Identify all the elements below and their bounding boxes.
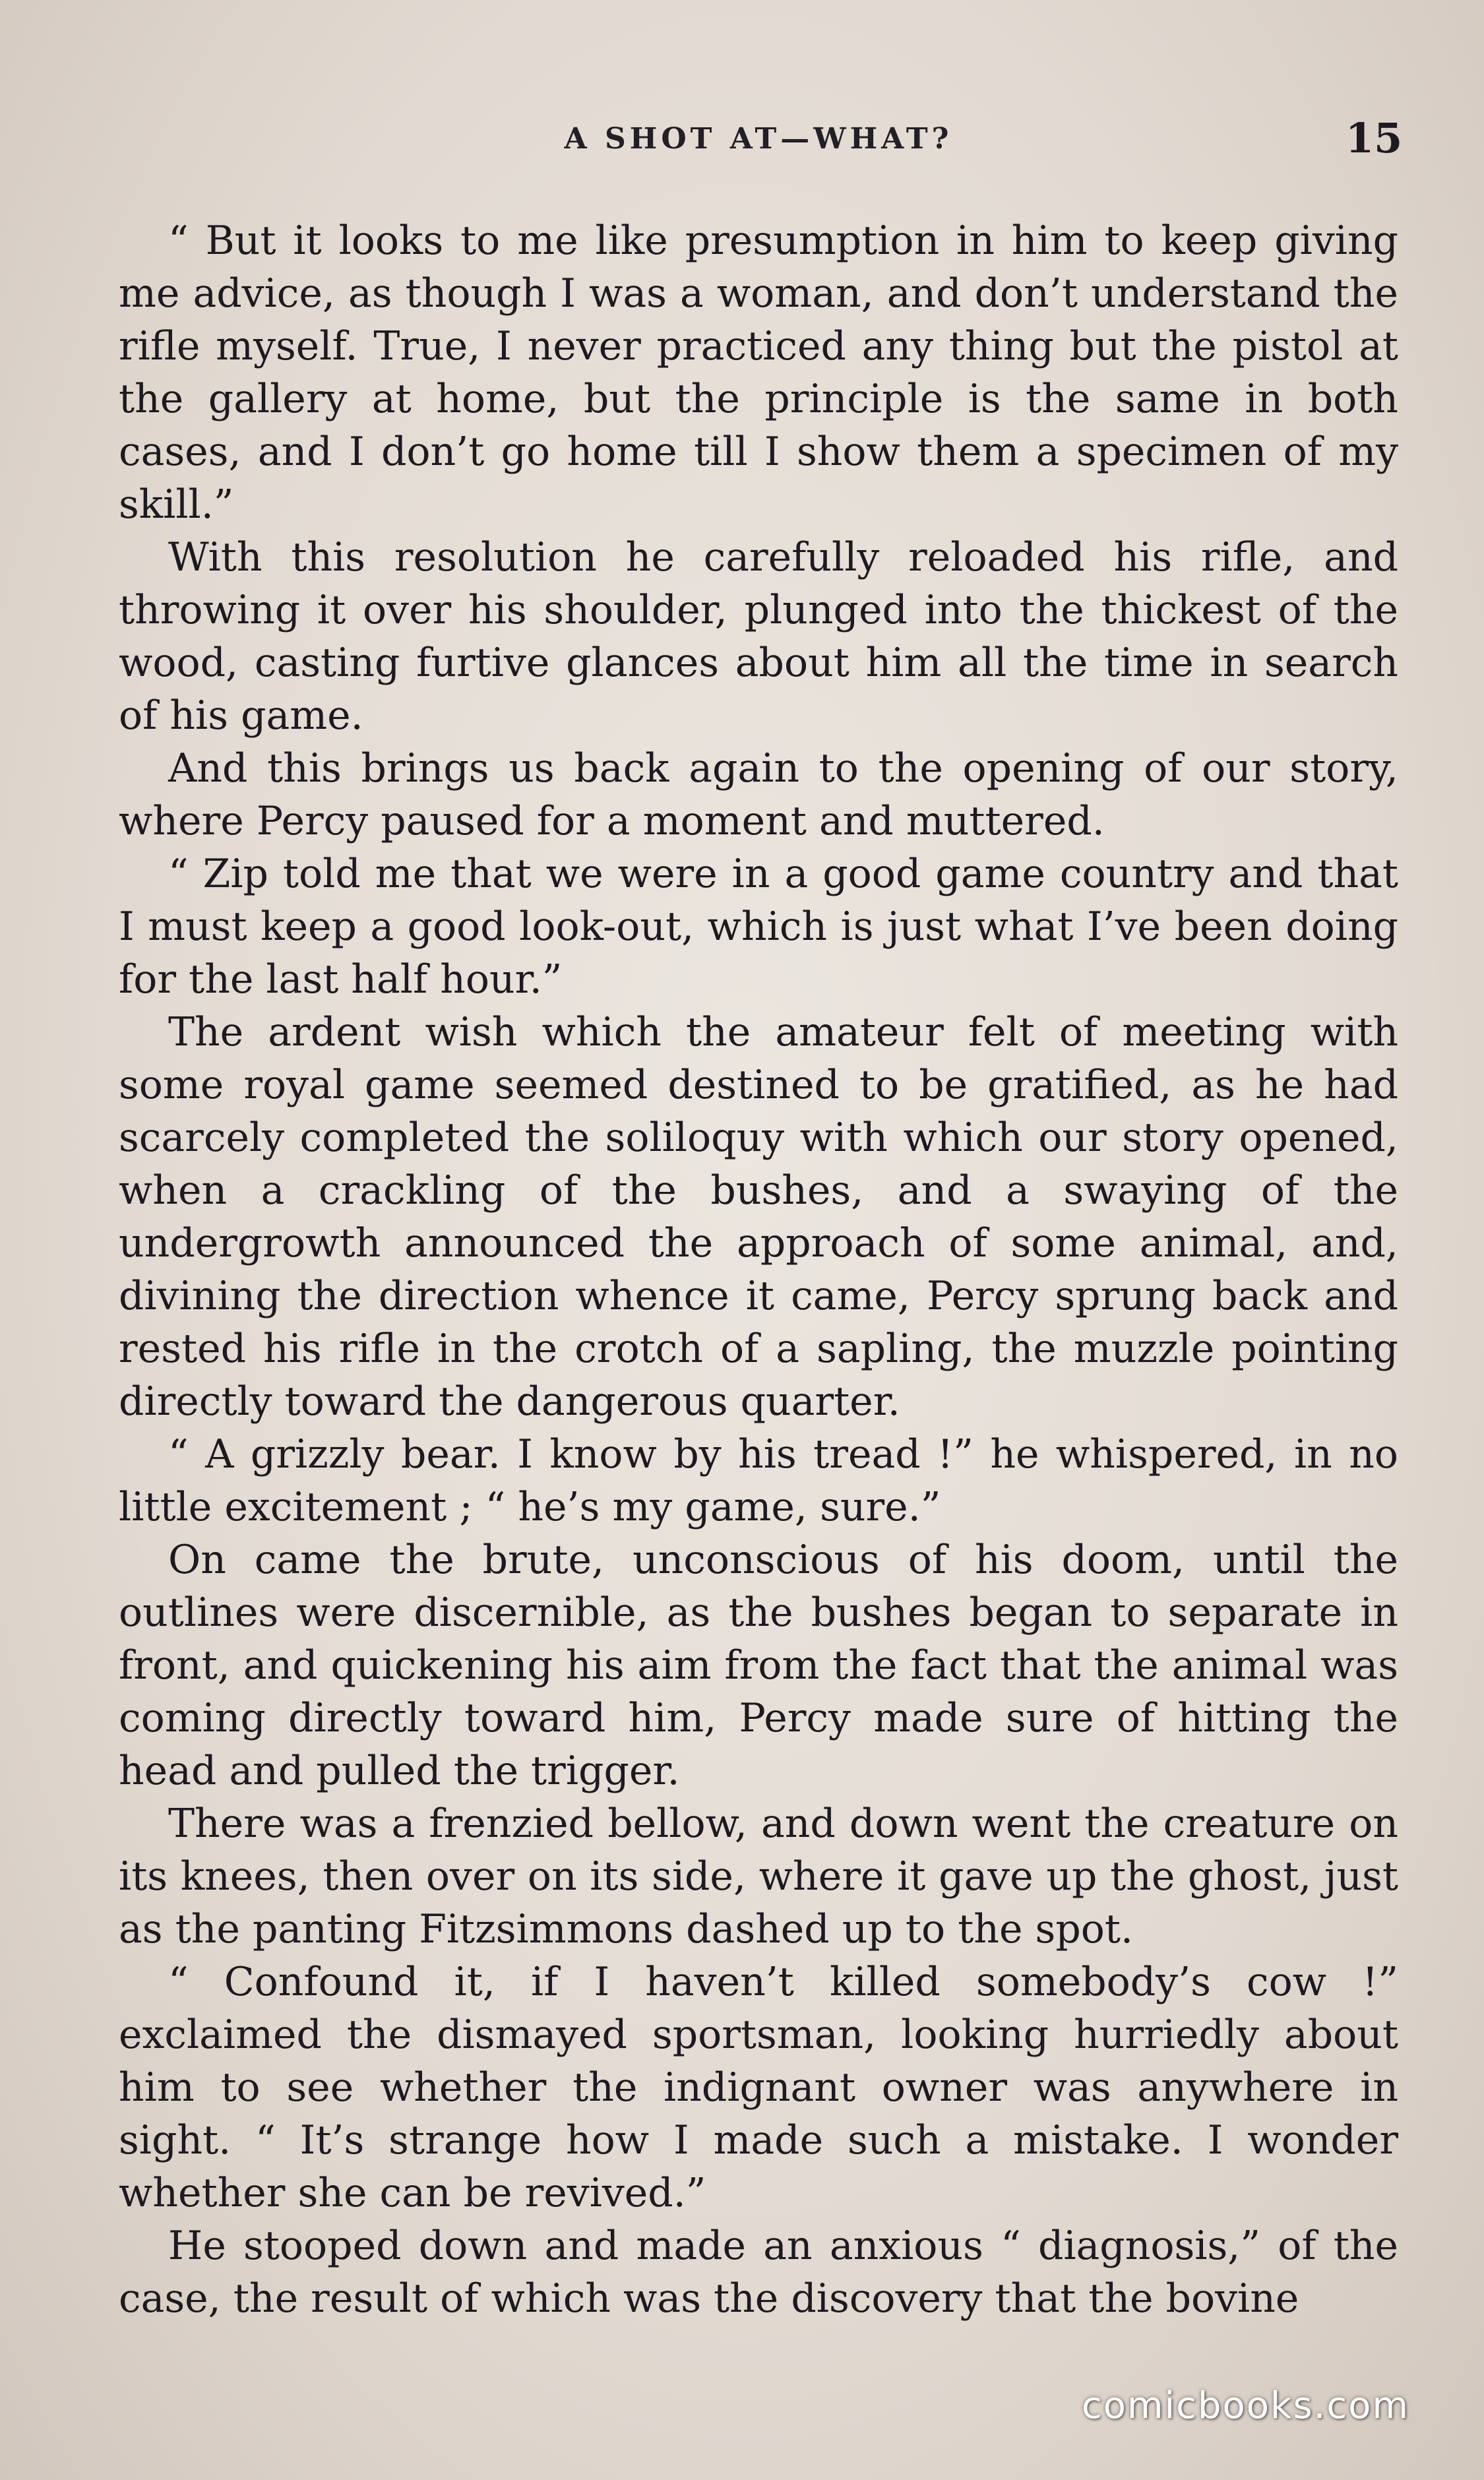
paragraph-3: And this brings us back again to the opening of our story, where Percy paused for a moment and muttered. [119, 745, 1398, 844]
paragraph-5: The ardent wish which the amateur felt of meeting with some royal game seemed destined to be gratified, as he had scarcely completed the soliloquy with which our story opened, when a crackling of the bushes, and a swaying of the undergrowth announced the approach of some animal, and, divining the direction whence it came, Percy sprung back and rested his rifle in the crotch of a sapling, the muzzle pointing directly toward the dangerous quarter. [119, 1009, 1398, 1425]
paragraph-2: With this resolution he carefully reloaded his rifle, and throwing it over his shoulder, plunged into the thickest of the wood, casting furtive glances about him all the time in search of his game. [119, 534, 1398, 739]
paragraph-10: He stooped down and made an anxious “ diagnosis,” of the case, the result of which was the discovery that the bovine [119, 2223, 1398, 2322]
body-text [119, 214, 1398, 2338]
paragraph-6: “ A grizzly bear. I know by his tread !” he whispered, in no little excitement ; “ he’s my game, sure.” [119, 1431, 1398, 1530]
page-number: 15 [1345, 114, 1403, 162]
paragraph-1: “ But it looks to me like presumption in him to keep giving me advice, as though I was a woman, and don’t understand the rifle myself. True, I never practiced any thing but the pistol at the gallery at home, but the principle is the same in both cases, and I don’t go home till I show them a specimen of my skill.” [119, 218, 1398, 528]
running-title: A SHOT AT—WHAT? [564, 122, 953, 156]
paragraph-4: “ Zip told me that we were in a good game country and that I must keep a good look-out, which is just what I’ve been doing for the last half hour.” [119, 851, 1398, 1003]
paragraph-8: There was a frenzied bellow, and down went the creature on its knees, then over on its side, where it gave up the ghost, just as the panting Fitzsimmons dashed up to the spot. [119, 1801, 1398, 1952]
paragraph-7: On came the brute, unconscious of his doom, until the outlines were discernible, as the bushes began to separate in front, and quickening his aim from the fact that the animal was coming directly toward him, Percy made sure of hitting the head and pulled the trigger. [119, 1537, 1398, 1794]
watermark: comicbooks.com [1082, 2384, 1410, 2427]
running-head [0, 114, 1484, 175]
paragraph-9: “ Confound it, if I haven’t killed somebody’s cow !” exclaimed the dismayed sportsman, looking hurriedly about him to see whether the indignant owner was anywhere in sight. “ It’s strange how I made such a mistake. I wonder whether she can be revived.” [119, 1959, 1398, 2216]
